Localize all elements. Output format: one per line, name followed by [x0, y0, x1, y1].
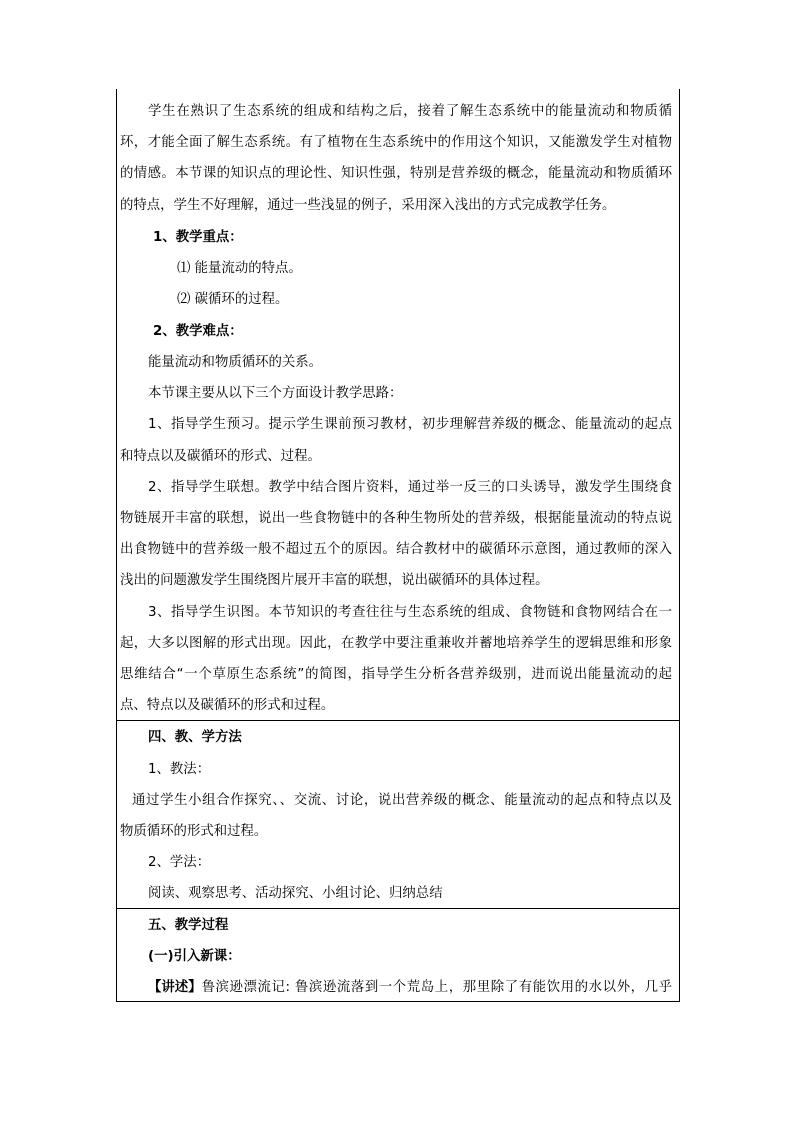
methods-heading: 四、教、学方法 — [148, 730, 242, 745]
paragraph-line: 出食物链中的营养级一般不超过五个的原因。结合教材中的碳循环示意图，通过教师的深入 — [120, 542, 672, 557]
narration-tag: 【讲述】 — [148, 980, 202, 995]
paragraph-line: 的情感。本节课的知识点的理论性、知识性强，特别是营养级的概念，能量流动和物质循环 — [120, 166, 672, 181]
difficulty-text: 能量流动和物质循环的关系。 — [148, 355, 323, 370]
paragraph-line: 起，大多以图解的形式出现。因此，在教学中要注重兼收并蓄地培养学生的逻辑思维和形象 — [120, 636, 672, 651]
paragraph-line: 通过学生小组合作探究、、交流、讨论，说出营养级的概念、能量流动的起点和特点以及 — [132, 793, 672, 808]
learn-method-heading: 2、学法： — [148, 855, 211, 870]
teach-method-heading: 1、教法： — [148, 762, 211, 777]
paragraph-line: 学生在熟识了生态系统的组成和结构之后，接着了解生态系统中的能量流动和物质循 — [148, 104, 672, 119]
key-point-item: ⑴ 能量流动的特点。 — [177, 261, 302, 276]
paragraph-line: 浅出的问题激发学生围绕图片展开丰富的联想，说出碳循环的具体过程。 — [120, 573, 549, 588]
teaching-analysis-cell — [117, 89, 679, 721]
paragraph-line: 和特点以及碳循环的形式、过程。 — [120, 449, 321, 464]
paragraph-line: 2、指导学生联想。教学中结合图片资料，通过举一反三的口头诱导，激发学生围绕食 — [148, 480, 672, 495]
intro-subheading: (一)引入新课： — [148, 949, 241, 964]
paragraph-line: 思维结合“一个草原生态系统”的简图，指导学生分析各营养级别，进而说出能量流动的起 — [120, 667, 672, 682]
lesson-plan-table — [116, 89, 680, 1002]
methods-cell — [117, 721, 679, 909]
paragraph-line: 1、指导学生预习。提示学生课前预习教材，初步理解营养级的概念、能量流动的起点 — [148, 417, 672, 432]
key-point-item: ⑵ 碳循环的过程。 — [177, 292, 289, 307]
key-points-heading: 1、教学重点： — [153, 230, 243, 245]
paragraph-line: 物链展开丰富的联想，说出一些食物链中的各种生物所处的营养级，根据能量流动的特点说 — [120, 511, 672, 526]
process-heading: 五、教学过程 — [148, 918, 229, 933]
difficulty-heading: 2、教学难点： — [153, 324, 243, 339]
narration-line — [148, 979, 672, 997]
paragraph-line: 3、指导学生识图。本节知识的考查往往与生态系统的组成、食物链和食物网结合在一 — [148, 605, 672, 620]
process-cell — [117, 909, 679, 1002]
learn-method-text: 阅读、观察思考、活动探究、小组讨论、归纳总结 — [148, 886, 443, 901]
paragraph-line: 的特点，学生不好理解，通过一些浅显的例子，采用深入浅出的方式完成教学任务。 — [120, 198, 616, 213]
narration-text: 鲁滨逊漂流记: 鲁滨逊流落到一个荒岛上，那里除了有能饮用的水以外，几乎 — [201, 980, 672, 995]
design-intro: 本节课主要从以下三个方面设计教学思路： — [148, 386, 403, 401]
paragraph-line: 物质循环的形式和过程。 — [120, 824, 268, 839]
paragraph-line: 点、特点以及碳循环的形式和过程。 — [120, 698, 335, 713]
paragraph-line: 环，才能全面了解生态系统。有了植物在生态系统中的作用这个知识，又能激发学生对植物 — [120, 135, 672, 150]
